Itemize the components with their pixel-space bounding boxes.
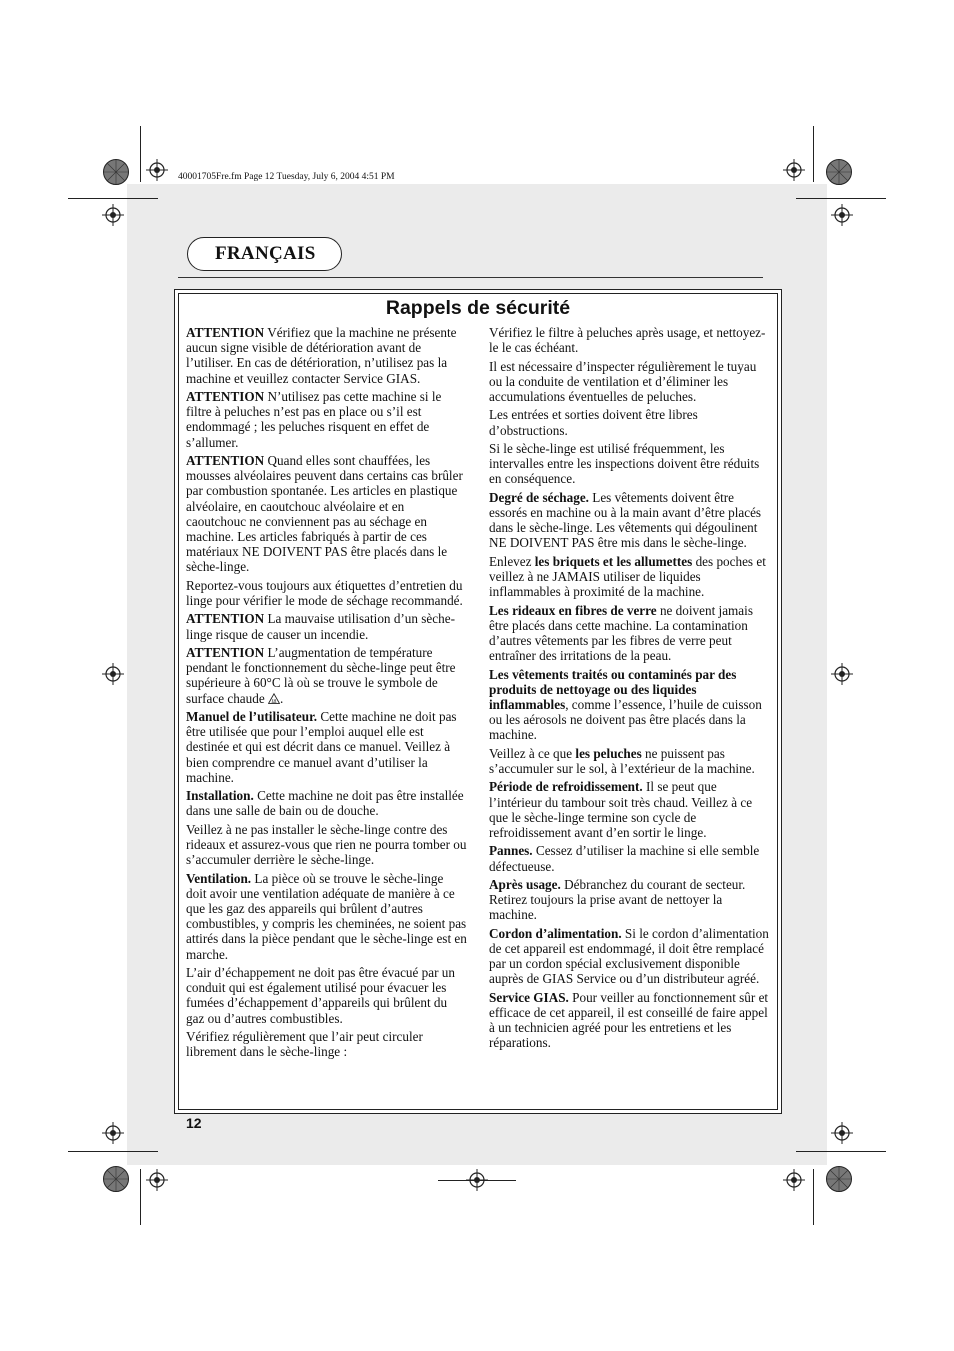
language-tab: FRANÇAIS [187,237,342,271]
page-number: 12 [186,1115,202,1131]
paragraph-text: Il est nécessaire d’inspecter régulièrement le tuyau ou la conduite de ventilation et d’éliminer les accumulations éventuelles de peluches. [489,358,757,404]
paragraph-text: Il se peut que l’intérieur du tambour soit très chaud. Veillez à ce que le sèche-linge termine son cycle de refroidissement avant d’en sortir le linge. [489,779,753,840]
right-paragraph [489,990,772,1051]
paragraph-lead: ATTENTION [186,325,265,340]
paragraph-lead: les peluches [575,745,642,761]
crop-mark [68,198,158,199]
paragraph-text: Vérifiez que la machine ne présente aucun signe visible de détérioration avant de l’utiliser. En cas de détérioration, n’utilisez pas la machine et veuillez contacter Service GIAS. [186,325,457,386]
left-paragraph [186,822,467,868]
registration-rosette-icon [103,159,129,185]
right-paragraph [489,843,772,873]
crop-mark [140,1169,141,1225]
paragraph-text: L’augmentation de température pendant le fonctionnement du sèche-linge peut être supérieure à 60°C là où se trouve le symbole de surface chaude [186,645,456,706]
left-paragraph [186,453,467,575]
right-paragraph [489,603,772,664]
right-paragraph [489,407,772,437]
paragraph-lead: les briquets et les allumettes [534,553,693,569]
left-paragraph [186,788,467,818]
paragraph-text: des poches et veillez à ne JAMAIS utiliser de liquides inflammables à proximité de la machine. [489,553,766,600]
file-info-header: 40001705Fre.fm Page 12 Tuesday, July 6, 2004 4:51 PM [178,172,395,182]
paragraph-text: Vérifiez régulièrement que l’air peut circuler librement dans le sèche-linge : [186,1029,423,1060]
registration-mark-icon [783,159,805,181]
hot-surface-icon [268,693,280,704]
paragraph-text: ne doivent jamais être placés dans cette machine. La contamination d’autres vêtements par les fibres de verre peut entraîner des irritations de la peau. [489,602,753,664]
right-paragraph [489,877,772,923]
left-paragraph [186,578,467,608]
crop-mark [813,1169,814,1225]
header-rule [178,277,763,278]
paragraph-lead: ATTENTION [186,389,265,404]
paragraph-text: N’utilisez pas cette machine si le filtre à peluches n’est pas en place ou s’il est endommagé ; les peluches risquent en effet de s’allumer. [186,389,442,450]
left-paragraph [186,965,467,1026]
paragraph-lead: Degré de séchage. [489,489,589,505]
paragraph-text: Cette machine ne doit pas être installée dans une salle de bain ou de douche. [186,788,464,819]
paragraph-text: Si le sèche-linge est utilisé fréquemment, les intervalles entre les inspections doivent être réduits en conséquence. [489,440,760,487]
paragraph-lead: Service GIAS. [489,989,569,1005]
paragraph-lead: Ventilation. [186,870,252,886]
paragraph-lead: Période de refroidissement. [489,779,643,795]
left-paragraph [186,871,467,962]
paragraph-text: Les entrées et sorties doivent être libres d’obstructions. [489,407,698,438]
left-paragraph [186,709,467,785]
paragraph-lead: Cordon d’alimentation. [489,925,622,941]
paragraph-text: Quand elles sont chauffées, les mousses alvéolaires peuvent dans certains cas brûler par combustion spontanée. Les articles en plastique alvéolaire, en caoutchouc alvéolaire et en caoutchouc ne conviennent pas au séchage en machine. Les articles fabriqués à partir de ces matériaux NE DOIVENT PAS être placés dans le sèche-linge. [186,453,463,575]
paragraph-text: . [280,690,284,706]
registration-mark-icon [831,663,853,685]
paragraph-text: Enlevez [489,553,535,569]
crop-mark [813,126,814,182]
paragraph-text: L’air d’échappement ne doit pas être évacué par un conduit qui est également utilisé pour évacuer les fumées d’échappement d’appareils qui brûlent du gaz ou d’autres combustibles. [186,965,455,1026]
paragraph-text: Cette machine ne doit pas être utilisée que pour l’emploi auquel elle est destinée et qui est décrit dans ce manuel. Veillez à bien comprendre ce manuel avant d’utiliser la machine. [186,709,457,785]
registration-mark-icon [831,1122,853,1144]
right-paragraph [489,779,772,840]
paragraph-text: Les vêtements doivent être essorés en machine ou à la main avant d’être placés dans le sèche-linge. Les vêtements qui dégoulinent NE DOIVENT PAS être mis dans le sèche-linge. [489,489,762,551]
registration-mark-icon [146,1169,168,1191]
right-paragraph [489,554,772,600]
paragraph-lead: ATTENTION [186,611,265,627]
paragraph-text: Vérifiez le filtre à peluches après usage, et nettoyez-le le cas échéant. [489,325,766,356]
paragraph-lead: Manuel de l’utilisateur. [186,709,318,724]
right-paragraph [489,746,772,776]
paragraph-text: Si le cordon d’alimentation de cet appareil est endommagé, il doit être remplacé par un cordon spécial exclusivement disponible auprès de GIAS Service ou d’un distributeur agréé. [489,925,769,987]
crop-mark [796,198,886,199]
paragraph-lead: ATTENTION [186,453,265,468]
right-paragraph [489,325,772,355]
paragraph-lead: ATTENTION [186,645,265,660]
paragraph-text: Reportez-vous toujours aux étiquettes d’entretien du linge pour vérifier le mode de séchage recommandé. [186,577,463,609]
paragraph-text: Pour veiller au fonctionnement sûr et efficace de cet appareil, il est conseillé de faire appel à un technicien agréé pour les entretiens et les réparations. [489,989,769,1051]
registration-mark-icon [102,1122,124,1144]
registration-mark-icon [102,663,124,685]
crop-mark [438,1180,516,1181]
left-paragraph [186,611,467,641]
right-column [489,325,772,1054]
right-paragraph [489,359,772,405]
right-paragraph [489,926,772,987]
right-paragraph [489,667,772,743]
left-paragraph [186,645,467,706]
registration-mark-icon [102,204,124,226]
left-column [186,325,467,1063]
paragraph-lead: Pannes. [489,843,533,859]
paragraph-text: Débranchez du courant de secteur. Retirez toujours la prise avant de nettoyer la machine. [489,876,746,923]
registration-mark-icon [831,204,853,226]
paragraph-lead: Après usage. [489,876,561,892]
paragraph-text: La pièce où se trouve le sèche-linge doit avoir une ventilation adéquate de manière à ce que les gaz des appareils qui brûlent d’autres combustibles, y compris les cheminées, ne soient pas attirés dans la pièce pendant que le sèche-linge est en marche. [186,870,467,962]
left-paragraph [186,325,467,386]
registration-rosette-icon [826,159,852,185]
registration-mark-icon [146,159,168,181]
right-paragraph [489,441,772,487]
paragraph-text: ne puissent pas s’accumuler sur le sol, à l’extérieur de la machine. [489,745,755,776]
paragraph-text: Veillez à ne pas installer le sèche-linge contre des rideaux et assurez-vous que rien ne pourra tomber ou s’accumuler derrière le sèche-linge. [186,821,467,868]
right-paragraph [489,490,772,551]
paragraph-text: , comme l’essence, l’huile de cuisson ou les aérosols ne doivent pas être placés dans la machine. [489,696,762,743]
registration-rosette-icon [103,1166,129,1192]
registration-rosette-icon [826,1166,852,1192]
paragraph-text: Veillez à ce que [489,745,576,761]
left-paragraph [186,1029,467,1059]
registration-mark-icon [783,1169,805,1191]
paragraph-text: Cessez d’utiliser la machine si elle semble défectueuse. [489,843,760,874]
crop-mark [796,1151,886,1152]
paragraph-text: La mauvaise utilisation d’un sèche-linge risque de causer un incendie. [186,611,455,642]
crop-mark [68,1151,158,1152]
section-title: Rappels de sécurité [385,297,571,319]
paragraph-lead: Les vêtements traités ou contaminés par des produits de nettoyage ou des liquides inflammables [489,666,737,712]
crop-mark [140,126,141,182]
paragraph-lead: Installation. [186,788,254,804]
paragraph-lead: Les rideaux en fibres de verre [489,602,657,618]
left-paragraph [186,389,467,450]
